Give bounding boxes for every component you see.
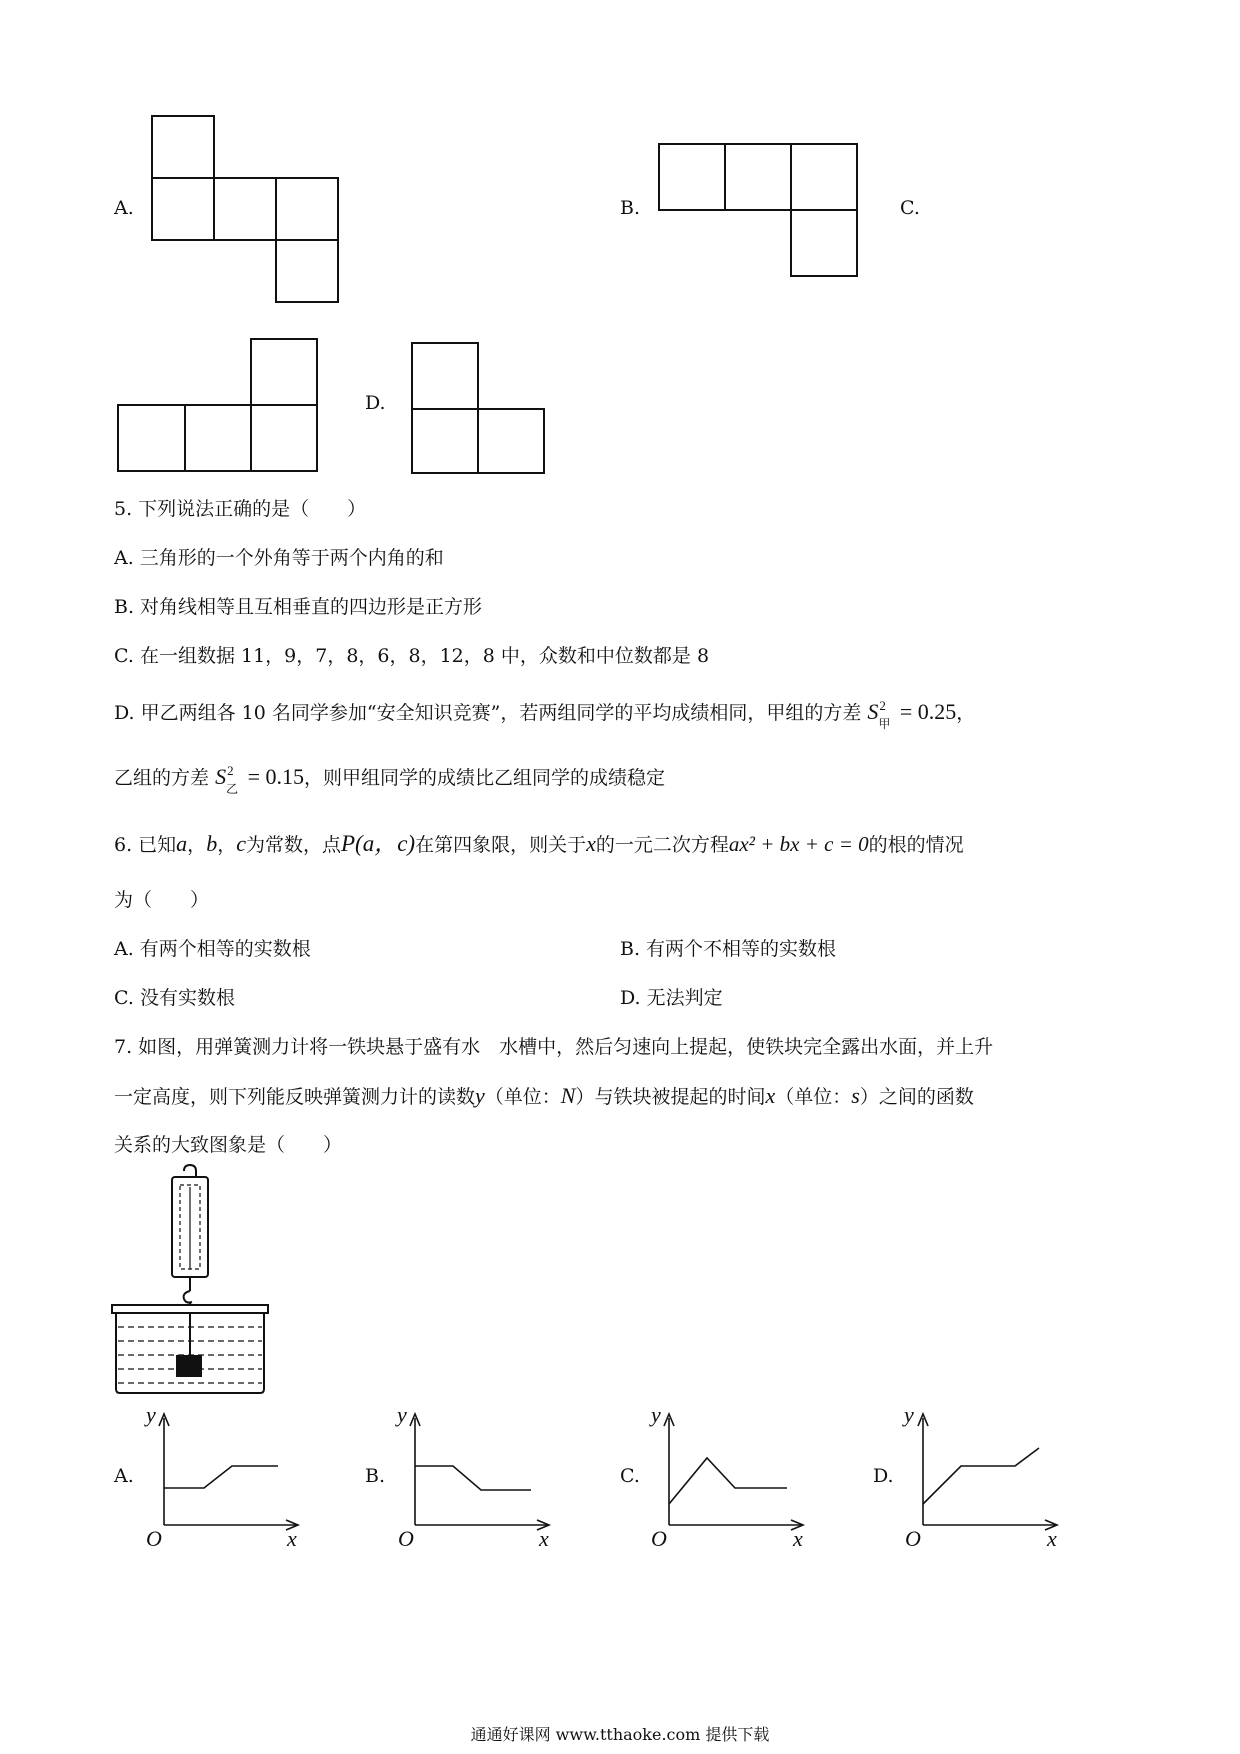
- q7-graph-b-origin: O: [398, 1526, 414, 1551]
- page-footer: 通通好课网 www.tthaoke.com 提供下载: [470, 1725, 770, 1744]
- q4-option-c-label: C.: [900, 197, 920, 219]
- q6-option-d: D. 无法判定: [620, 987, 723, 1009]
- q7-graph-a-origin: O: [146, 1526, 162, 1551]
- q7-graph-b: [401, 1410, 551, 1535]
- q7-graph-c: [655, 1410, 805, 1535]
- q7-graph-a-ylabel: y: [146, 1402, 156, 1427]
- q5-option-d-line1: D. 甲乙两组各 10 名同学参加“安全知识竞赛”，若两组同学的平均成绩相同，甲组的方差 S 2 甲 = 0.25，: [114, 698, 976, 731]
- q7-graph-b-label: B.: [365, 1465, 386, 1487]
- q5-option-a: A. 三角形的一个外角等于两个内角的和: [114, 547, 444, 569]
- spring-scale-tank-illustration: [110, 1165, 272, 1395]
- q7-graph-c-xlabel: x: [793, 1526, 803, 1551]
- q6-option-b: B. 有两个不相等的实数根: [620, 938, 837, 960]
- q7-graph-d-origin: O: [905, 1526, 921, 1551]
- q7-graph-d: [909, 1410, 1059, 1535]
- q7-line1: 7. 如图，用弹簧测力计将一铁块悬于盛有水 水槽中，然后匀速向上提起，使铁块完全露出水面，并上升: [114, 1036, 994, 1058]
- q7-graph-c-ylabel: y: [651, 1402, 661, 1427]
- q7-graph-b-xlabel: x: [539, 1526, 549, 1551]
- q7-graph-c-origin: O: [651, 1526, 667, 1551]
- q4-option-b-label: B.: [620, 197, 641, 219]
- q7-graph-a: [150, 1410, 300, 1535]
- q7-graph-b-ylabel: y: [397, 1402, 407, 1427]
- q6-line2: 为（ ）: [114, 889, 210, 911]
- q7-graph-d-label: D.: [873, 1465, 894, 1487]
- q6-option-c: C. 没有实数根: [114, 987, 235, 1009]
- q7-graph-a-label: A.: [114, 1465, 134, 1487]
- q4-option-a-label: A.: [114, 197, 134, 219]
- q7-graph-a-xlabel: x: [287, 1526, 297, 1551]
- q6-option-a: A. 有两个相等的实数根: [114, 938, 311, 960]
- q5-option-b: B. 对角线相等且互相垂直的四边形是正方形: [114, 596, 483, 618]
- q7-graph-d-ylabel: y: [904, 1402, 914, 1427]
- q7-line2: 一定高度，则下列能反映弹簧测力计的读数y（单位：N）与铁块被提起的时间x（单位：s）之间的函数: [114, 1083, 974, 1108]
- q6-line1: 6. 已知a，b，c为常数，点P(a，c)在第四象限，则关于x的一元二次方程ax² + bx + c = 0的根的情况: [114, 831, 964, 856]
- q7-graph-d-xlabel: x: [1047, 1526, 1057, 1551]
- q5-option-d-line2: 乙组的方差 S 2 乙 = 0.15，则甲组同学的成绩比乙组同学的成绩稳定: [114, 763, 665, 796]
- q5-option-c: C. 在一组数据 11，9，7，8，6，8，12，8 中，众数和中位数都是 8: [114, 645, 710, 667]
- q4-option-d-label: D.: [365, 392, 386, 414]
- q7-line3: 关系的大致图象是（ ）: [114, 1134, 343, 1156]
- q7-graph-c-label: C.: [620, 1465, 640, 1487]
- q5-stem: 5. 下列说法正确的是（ ）: [114, 498, 367, 520]
